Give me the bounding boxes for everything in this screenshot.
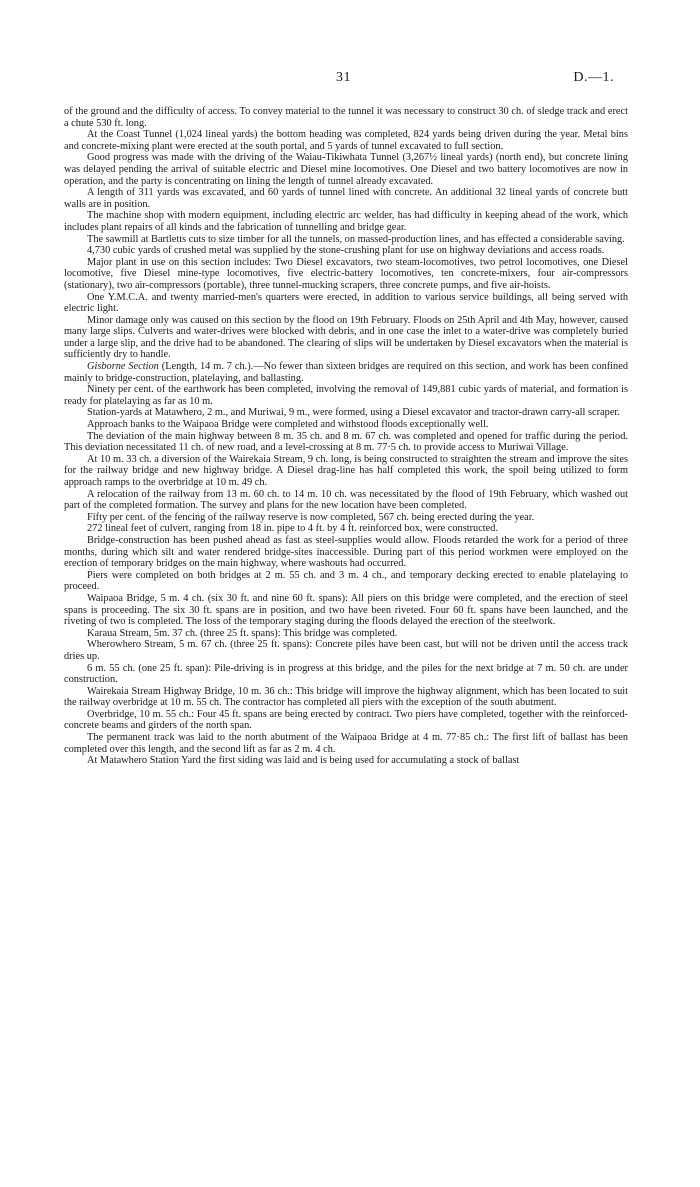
paragraph-stream-diversion: At 10 m. 33 ch. a diversion of the Wairekaia Stream, 9 ch. long, is being constructed to straighten the stream and improve the sites for the railway bridge and new highway bridge. A Diesel drag-line has half completed this work, the spoil being utilized to form approach ramps to the overbridge at 10 m. 49 ch. (64, 453, 628, 488)
document-code: D.—1. (573, 70, 614, 85)
gisborne-section-title: Gisborne Section (87, 361, 159, 373)
paragraph-continuation: of the ground and the difficulty of access. To convey material to the tunnel it was necessary to construct 30 ch. of sledge track and erect a chute 530 ft. long. (64, 106, 628, 129)
paragraph-excavation: A length of 311 yards was excavated, and 60 yards of tunnel lined with concrete. An additional 32 lineal yards of concrete butt walls are in position. (64, 187, 628, 210)
paragraph-earthwork: Ninety per cent. of the earthwork has been completed, involving the removal of 149,881 cubic yards of material, and formation is ready for platelaying as far as 10 m. (64, 384, 628, 407)
paragraph-overbridge: Overbridge, 10 m. 55 ch.: Four 45 ft. spans are being erected by contract. Two piers have completed, together with the reinforced-concrete beams and girders of the north span. (64, 708, 628, 732)
paragraph-flood-damage: Minor damage only was caused on this section by the flood on 19th February. Floods on 25th April and 4th May, however, caused many large slips. Culverts and water-drives were blocked with debris, and in one case the inlet to a water-drive was completely buried under a large slip, and the drive had to be abandoned. The clearing of slips will be undertaken by Diesel excavators when the material is sufficiently dry to handle. (64, 314, 628, 361)
paragraph-wherowhero-stream: Wherowhero Stream, 5 m. 67 ch. (three 25 ft. spans): Concrete piles have been cast, but will not be driven until the access track dries up. (64, 639, 628, 662)
paragraph-sawmill: The sawmill at Bartletts cuts to size timber for all the tunnels, on massed-production lines, and has effected a considerable saving. (87, 233, 625, 245)
paragraph-fencing: Fifty per cent. of the fencing of the railway reserve is now completed, 567 ch. being erected during the year. (87, 511, 535, 523)
paragraph-ymca: One Y.M.C.A. and twenty married-men's quarters were erected, in addition to various service buildings, all being served with electric light. (64, 291, 628, 315)
paragraph-bridge-construction: Bridge-construction has been pushed ahead as fast as steel-supplies would allow. Floods retarded the work for a period of three months, during which silt and water rendered bridge-sites inaccessible. During part of this period workmen were employed on the erection of temporary bridges on the main highway, where washouts had occurred. (64, 534, 628, 570)
paragraph-crushed-metal: 4,730 cubic yards of crushed metal was supplied by the stone-crushing plant for use on highway deviations and access roads. (87, 245, 605, 257)
paragraph-approach-banks: Approach banks to the Waipaoa Bridge were completed and withstood floods exceptionally well. (87, 419, 489, 431)
paragraph-matawhero-yard: At Matawhero Station Yard the first siding was laid and is being used for accumulating a stock of ballast (87, 755, 520, 767)
paragraph-piers: Piers were completed on both bridges at 2 m. 55 ch. and 3 m. 4 ch., and temporary decking erected to enable platelaying to proceed. (64, 569, 628, 593)
page-header (0, 70, 700, 90)
paragraph-relocation: A relocation of the railway from 13 m. 60 ch. to 14 m. 10 ch. was necessitated by the flood of 19th February, which washed out part of the completed formation. The survey and plans for the new location have been completed. (64, 488, 628, 512)
paragraph-waipaoa-bridge: Waipaoa Bridge, 5 m. 4 ch. (six 30 ft. and nine 60 ft. spans): All piers on this bridge were completed, and the erection of steel spans is proceeding. The six 30 ft. spans are in position, and two have been riveted. Four 60 ft. spans have been launched, and the riveting of two is completed. The loss of the temporary staging during the floods delayed the erection of the steelwork. (64, 592, 628, 628)
paragraph-karaua-stream: Karaua Stream, 5m. 37 ch. (three 25 ft. spans): This bridge was completed. (87, 627, 398, 639)
paragraph-pile-driving: 6 m. 55 ch. (one 25 ft. span): Pile-driving is in progress at this bridge, and the piles for the next bridge at 7 m. 50 ch. are under construction. (64, 662, 628, 686)
paragraph-waiau-tunnel: Good progress was made with the driving of the Waiau-Tikiwhata Tunnel (3,267½ lineal yards) (north end), but concrete lining was delayed pending the arrival of suitable electric and Diesel mine locomotives. One Diesel and two battery locomotives are now in operation, and the party is concentrating on lining the length of tunnel already excavated. (64, 152, 628, 187)
paragraph-highway-deviation: The deviation of the main highway between 8 m. 35 ch. and 8 m. 67 ch. was completed and opened for traffic during the period. This deviation necessitated 11 ch. of new road, and a level-crossing at 8 m. 77·5 ch. to provide access to Muriwai Village. (64, 430, 628, 454)
paragraph-culvert: 272 lineal feet of culvert, ranging from 18 in. pipe to 4 ft. by 4 ft. reinforced box, were constructed. (87, 523, 499, 535)
report-body (64, 106, 628, 767)
paragraph-permanent-track: The permanent track was laid to the north abutment of the Waipaoa Bridge at 4 m. 77·85 ch.: The first lift of ballast has been completed over this length, and the second lift as far as 2 m. 4 ch. (64, 732, 628, 755)
page-number: 31 (336, 70, 351, 85)
paragraph-station-yards: Station-yards at Matawhero, 2 m., and Muriwai, 9 m., were formed, using a Diesel excavator and tractor-drawn carry-all scraper. (87, 407, 620, 419)
paragraph-gisborne-section (64, 361, 628, 384)
gisborne-section-text: (Length, 14 m. 7 ch.).—No fewer than sixteen bridges are required on this section, and work has been confined mainly to bridge-construction, platelaying, and ballasting. (64, 361, 628, 384)
paragraph-coast-tunnel: At the Coast Tunnel (1,024 lineal yards) the bottom heading was completed, 824 yards being driven during the year. Metal bins and concrete-mixing plant were erected at the south portal, and 5 yards of tunnel excavated to full section. (64, 129, 628, 152)
paragraph-major-plant: Major plant in use on this section includes: Two Diesel excavators, two steam-locomotives, two petrol locomotives, one Diesel locomotive, five Diesel mine-type locomotives, five electric-battery locomotives, ten concrete-mixers, four air-compressors (stationary), two air-compressors (portable), three tunnel-mucking scrapers, three concrete pumps, and five air-hoists. (64, 256, 628, 291)
paragraph-machine-shop: The machine shop with modern equipment, including electric arc welder, has had difficulty in keeping ahead of the work, which includes plant repairs of all kinds and the fabrication of tunnelling and bridge gear. (64, 210, 628, 233)
paragraph-wairekaia-bridge: Wairekaia Stream Highway Bridge, 10 m. 36 ch.: This bridge will improve the highway alignment, which has been located to suit the railway overbridge at 10 m. 55 ch. The contractor has completed all piers with the exception of the south abutment. (64, 685, 628, 709)
